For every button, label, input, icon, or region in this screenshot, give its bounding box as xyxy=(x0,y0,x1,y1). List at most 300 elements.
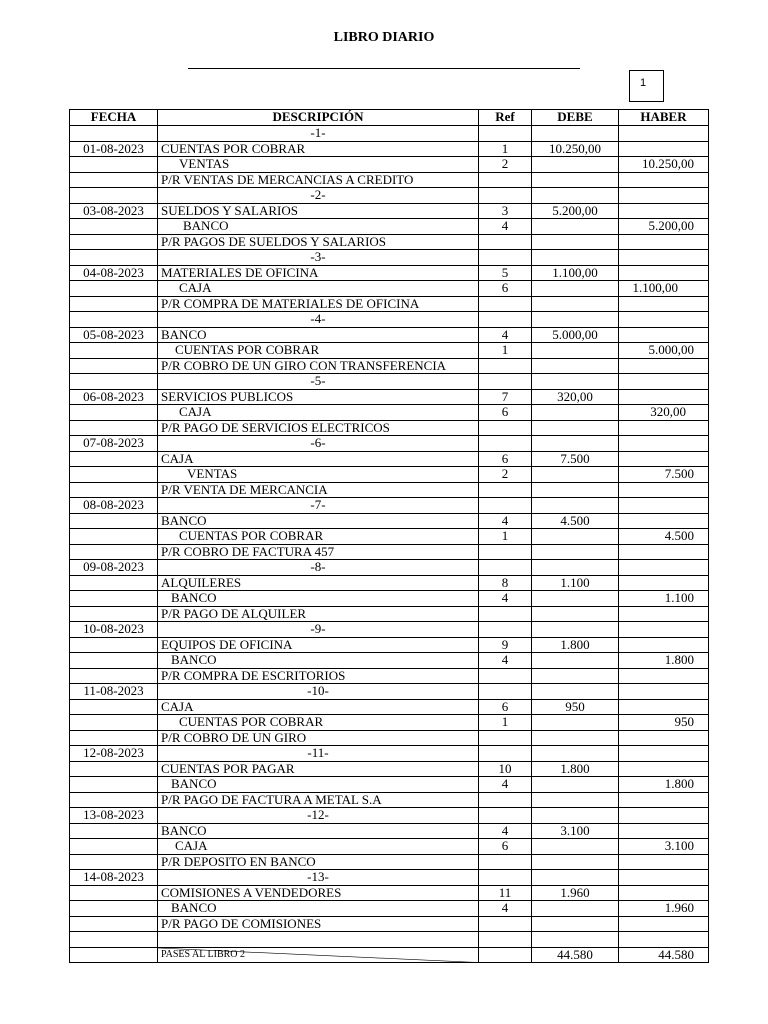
cell-debe xyxy=(532,668,619,684)
cell-fecha xyxy=(70,296,158,312)
cell-fecha: 11-08-2023 xyxy=(70,684,158,700)
table-row xyxy=(70,777,709,793)
cell-debe xyxy=(532,172,619,188)
cell-fecha: 13-08-2023 xyxy=(70,808,158,824)
cell-ref: 4 xyxy=(479,513,532,529)
cell-ref xyxy=(479,622,532,638)
table-row xyxy=(70,730,709,746)
cell-fecha xyxy=(70,715,158,731)
cell-ref: 6 xyxy=(479,281,532,297)
table-row xyxy=(70,591,709,607)
cell-haber xyxy=(619,141,709,157)
cell-descripcion: BANCO xyxy=(158,823,479,839)
cell-ref xyxy=(479,668,532,684)
cell-haber: 320,00 xyxy=(619,405,709,421)
cell-fecha xyxy=(70,343,158,359)
cell-ref: 6 xyxy=(479,699,532,715)
cell-ref: 11 xyxy=(479,885,532,901)
cell-haber xyxy=(619,854,709,870)
cell-descripcion: P/R COBRO DE UN GIRO xyxy=(158,730,479,746)
cell-descripcion: BANCO xyxy=(158,901,479,917)
cell-debe: 1.960 xyxy=(532,885,619,901)
title-underline xyxy=(188,68,580,69)
cell-fecha xyxy=(70,761,158,777)
cell-debe xyxy=(532,405,619,421)
table-row xyxy=(70,715,709,731)
table-row xyxy=(70,746,709,762)
cell-ref xyxy=(479,374,532,390)
table-row xyxy=(70,219,709,235)
table-row xyxy=(70,622,709,638)
cell-haber xyxy=(619,746,709,762)
table-row xyxy=(70,327,709,343)
cell-descripcion: VENTAS xyxy=(158,157,479,173)
cell-debe xyxy=(532,792,619,808)
cell-ref xyxy=(479,188,532,204)
cell-descripcion: -6- xyxy=(158,436,479,452)
cell-haber xyxy=(619,250,709,266)
totals-row xyxy=(70,947,709,963)
cell-debe xyxy=(532,591,619,607)
cell-debe xyxy=(532,839,619,855)
table-row xyxy=(70,761,709,777)
cell-fecha xyxy=(70,126,158,142)
cell-debe xyxy=(532,482,619,498)
table-row xyxy=(70,792,709,808)
cell-haber xyxy=(619,358,709,374)
cell-ref xyxy=(479,932,532,948)
cell-haber: 3.100 xyxy=(619,839,709,855)
cell-descripcion: CAJA xyxy=(158,699,479,715)
cell-debe xyxy=(532,777,619,793)
cell-haber xyxy=(619,172,709,188)
cell-haber xyxy=(619,916,709,932)
cell-descripcion: -13- xyxy=(158,870,479,886)
cell-ref xyxy=(479,684,532,700)
cell-descripcion: P/R COMPRA DE ESCRITORIOS xyxy=(158,668,479,684)
table-row xyxy=(70,653,709,669)
cell-debe: 1.100,00 xyxy=(532,265,619,281)
cell-haber: 10.250,00 xyxy=(619,157,709,173)
cell-fecha xyxy=(70,234,158,250)
header-fecha: FECHA xyxy=(70,110,158,126)
document-title: LIBRO DIARIO xyxy=(333,30,435,45)
cell-haber xyxy=(619,823,709,839)
cell-haber xyxy=(619,637,709,653)
cell-haber xyxy=(619,932,709,948)
cell-descripcion: -2- xyxy=(158,188,479,204)
cell-debe xyxy=(532,653,619,669)
header-debe: DEBE xyxy=(532,110,619,126)
cell-debe: 5.200,00 xyxy=(532,203,619,219)
cell-fecha xyxy=(70,374,158,390)
cell-ref: 7 xyxy=(479,389,532,405)
cell-descripcion: -3- xyxy=(158,250,479,266)
cell-haber: 1.100 xyxy=(619,591,709,607)
cell-haber: 1.960 xyxy=(619,901,709,917)
cell-fecha: 09-08-2023 xyxy=(70,560,158,576)
table-row xyxy=(70,420,709,436)
cell-ref: 4 xyxy=(479,901,532,917)
cell-descripcion: -4- xyxy=(158,312,479,328)
table-row xyxy=(70,296,709,312)
cell-descripcion: P/R COMPRA DE MATERIALES DE OFICINA xyxy=(158,296,479,312)
cell-haber xyxy=(619,451,709,467)
cell-haber: 1.800 xyxy=(619,653,709,669)
cell-ref: 2 xyxy=(479,467,532,483)
table-row xyxy=(70,901,709,917)
journal-table xyxy=(69,109,709,963)
cell-ref xyxy=(479,296,532,312)
cell-haber xyxy=(619,327,709,343)
cell-descripcion: P/R PAGO DE SERVICIOS ELECTRICOS xyxy=(158,420,479,436)
cell-debe xyxy=(532,126,619,142)
cell-descripcion: BANCO xyxy=(158,219,479,235)
cell-ref xyxy=(479,730,532,746)
cell-descripcion: P/R VENTAS DE MERCANCIAS A CREDITO xyxy=(158,172,479,188)
cell-debe xyxy=(532,901,619,917)
cell-fecha xyxy=(70,699,158,715)
table-row xyxy=(70,374,709,390)
table-row xyxy=(70,575,709,591)
cell-descripcion: -11- xyxy=(158,746,479,762)
cell-fecha: 05-08-2023 xyxy=(70,327,158,343)
cell-fecha xyxy=(70,916,158,932)
cell-debe: 1.800 xyxy=(532,637,619,653)
cell-descripcion: CAJA xyxy=(158,451,479,467)
cell-debe xyxy=(532,358,619,374)
cell-haber: 7.500 xyxy=(619,467,709,483)
table-row xyxy=(70,544,709,560)
table-row xyxy=(70,699,709,715)
cell-debe xyxy=(532,932,619,948)
table-row xyxy=(70,870,709,886)
cell-ref: 10 xyxy=(479,761,532,777)
cell-fecha xyxy=(70,901,158,917)
cell-fecha xyxy=(70,606,158,622)
cell-haber xyxy=(619,482,709,498)
cell-debe xyxy=(532,746,619,762)
cell-descripcion: CUENTAS POR COBRAR xyxy=(158,529,479,545)
cell-fecha: 07-08-2023 xyxy=(70,436,158,452)
cell-ref xyxy=(479,234,532,250)
cell-fecha xyxy=(70,637,158,653)
cell-descripcion: MATERIALES DE OFICINA xyxy=(158,265,479,281)
cell-fecha xyxy=(70,932,158,948)
table-row xyxy=(70,854,709,870)
cell-descripcion: SERVICIOS PUBLICOS xyxy=(158,389,479,405)
cell-ref: 1 xyxy=(479,529,532,545)
table-row xyxy=(70,281,709,297)
cell-fecha: 10-08-2023 xyxy=(70,622,158,638)
cell-fecha xyxy=(70,544,158,560)
cell-haber xyxy=(619,730,709,746)
cell-ref xyxy=(479,312,532,328)
cell-debe xyxy=(532,916,619,932)
cell-fecha xyxy=(70,420,158,436)
table-row xyxy=(70,188,709,204)
cell-ref xyxy=(479,250,532,266)
cell-ref xyxy=(479,482,532,498)
cell-haber: 1.100,00 xyxy=(619,281,709,297)
cell-debe: 7.500 xyxy=(532,451,619,467)
table-row xyxy=(70,172,709,188)
cell-haber xyxy=(619,436,709,452)
cell-descripcion: BANCO xyxy=(158,327,479,343)
header-haber: HABER xyxy=(619,110,709,126)
cell-debe: 10.250,00 xyxy=(532,141,619,157)
cell-debe xyxy=(532,684,619,700)
cell-descripcion xyxy=(158,932,479,948)
cell-debe xyxy=(532,808,619,824)
cell-debe xyxy=(532,374,619,390)
cell-ref: 4 xyxy=(479,219,532,235)
cell-haber: 5.200,00 xyxy=(619,219,709,235)
table-row xyxy=(70,405,709,421)
cell-haber: 5.000,00 xyxy=(619,343,709,359)
totals-debe: 44.580 xyxy=(532,947,619,963)
table-row xyxy=(70,312,709,328)
cell-ref: 6 xyxy=(479,839,532,855)
cell-fecha xyxy=(70,777,158,793)
cell-fecha: 14-08-2023 xyxy=(70,870,158,886)
cell-ref xyxy=(479,498,532,514)
cell-debe xyxy=(532,250,619,266)
cell-haber xyxy=(619,498,709,514)
cell-fecha xyxy=(70,250,158,266)
cell-debe xyxy=(532,219,619,235)
cell-debe xyxy=(532,467,619,483)
cell-haber xyxy=(619,792,709,808)
cell-descripcion: BANCO xyxy=(158,513,479,529)
cell-ref xyxy=(479,436,532,452)
cell-debe: 320,00 xyxy=(532,389,619,405)
cell-ref: 4 xyxy=(479,823,532,839)
cell-debe xyxy=(532,870,619,886)
cell-debe xyxy=(532,622,619,638)
cell-descripcion: ALQUILERES xyxy=(158,575,479,591)
cell-ref: 1 xyxy=(479,343,532,359)
cell-haber xyxy=(619,606,709,622)
header-descripcion: DESCRIPCIÓN xyxy=(158,110,479,126)
cell-fecha xyxy=(70,730,158,746)
cell-descripcion: -7- xyxy=(158,498,479,514)
cell-ref xyxy=(479,544,532,560)
cell-ref: 4 xyxy=(479,653,532,669)
cell-ref xyxy=(479,808,532,824)
totals-ref xyxy=(479,947,532,963)
cell-ref xyxy=(479,560,532,576)
cell-debe xyxy=(532,296,619,312)
cell-debe xyxy=(532,715,619,731)
cell-debe xyxy=(532,730,619,746)
cell-descripcion: BANCO xyxy=(158,653,479,669)
cell-debe xyxy=(532,854,619,870)
table-row xyxy=(70,684,709,700)
table-row xyxy=(70,916,709,932)
totals-haber: 44.580 xyxy=(619,947,709,963)
table-row xyxy=(70,885,709,901)
cell-ref: 4 xyxy=(479,327,532,343)
cell-ref: 5 xyxy=(479,265,532,281)
cell-descripcion: P/R PAGO DE FACTURA A METAL S.A xyxy=(158,792,479,808)
cell-debe xyxy=(532,343,619,359)
table-row xyxy=(70,126,709,142)
cell-ref xyxy=(479,126,532,142)
header-ref: Ref xyxy=(479,110,532,126)
cell-descripcion: CUENTAS POR PAGAR xyxy=(158,761,479,777)
cell-ref: 9 xyxy=(479,637,532,653)
cell-descripcion: -10- xyxy=(158,684,479,700)
cell-ref: 4 xyxy=(479,777,532,793)
cell-haber xyxy=(619,203,709,219)
journal-body xyxy=(70,126,709,948)
cell-haber xyxy=(619,544,709,560)
totals-label-cell xyxy=(158,947,479,963)
cell-fecha: 03-08-2023 xyxy=(70,203,158,219)
cell-debe: 4.500 xyxy=(532,513,619,529)
cell-fecha: 08-08-2023 xyxy=(70,498,158,514)
cell-descripcion: CAJA xyxy=(158,281,479,297)
cell-haber xyxy=(619,560,709,576)
table-row xyxy=(70,389,709,405)
cell-descripcion: P/R COBRO DE FACTURA 457 xyxy=(158,544,479,560)
cell-fecha: 01-08-2023 xyxy=(70,141,158,157)
cell-haber xyxy=(619,188,709,204)
cell-haber xyxy=(619,234,709,250)
table-row xyxy=(70,529,709,545)
cell-haber: 1.800 xyxy=(619,777,709,793)
cell-debe xyxy=(532,234,619,250)
cell-haber xyxy=(619,126,709,142)
cell-ref xyxy=(479,916,532,932)
cell-descripcion: -9- xyxy=(158,622,479,638)
cell-fecha: 04-08-2023 xyxy=(70,265,158,281)
cell-ref xyxy=(479,420,532,436)
cell-fecha xyxy=(70,312,158,328)
cell-descripcion: -12- xyxy=(158,808,479,824)
cell-ref: 1 xyxy=(479,141,532,157)
table-row xyxy=(70,436,709,452)
table-row xyxy=(70,808,709,824)
cell-ref xyxy=(479,792,532,808)
cell-debe xyxy=(532,420,619,436)
cell-descripcion: CUENTAS POR COBRAR xyxy=(158,715,479,731)
cell-descripcion: P/R VENTA DE MERCANCIA xyxy=(158,482,479,498)
totals-fecha xyxy=(70,947,158,963)
cell-descripcion: CUENTAS POR COBRAR xyxy=(158,343,479,359)
table-row xyxy=(70,637,709,653)
cell-descripcion: -5- xyxy=(158,374,479,390)
cell-fecha xyxy=(70,823,158,839)
cell-haber: 4.500 xyxy=(619,529,709,545)
cell-descripcion: P/R PAGO DE COMISIONES xyxy=(158,916,479,932)
cell-ref: 1 xyxy=(479,715,532,731)
table-row xyxy=(70,141,709,157)
table-row xyxy=(70,498,709,514)
table-row xyxy=(70,343,709,359)
cell-haber xyxy=(619,265,709,281)
cell-debe: 950 xyxy=(532,699,619,715)
table-row xyxy=(70,250,709,266)
cell-ref xyxy=(479,358,532,374)
cell-haber xyxy=(619,513,709,529)
cell-fecha xyxy=(70,358,158,374)
cell-debe xyxy=(532,188,619,204)
cell-ref: 4 xyxy=(479,591,532,607)
page-number: 1 xyxy=(640,77,647,89)
cell-fecha xyxy=(70,575,158,591)
cell-descripcion: SUELDOS Y SALARIOS xyxy=(158,203,479,219)
cell-debe xyxy=(532,436,619,452)
table-header-row xyxy=(70,110,709,126)
cell-ref: 8 xyxy=(479,575,532,591)
cell-haber xyxy=(619,885,709,901)
table-row xyxy=(70,451,709,467)
cell-ref xyxy=(479,606,532,622)
cell-fecha: 06-08-2023 xyxy=(70,389,158,405)
table-row xyxy=(70,823,709,839)
cell-fecha xyxy=(70,885,158,901)
table-row xyxy=(70,839,709,855)
cell-descripcion: P/R PAGO DE ALQUILER xyxy=(158,606,479,622)
table-row xyxy=(70,560,709,576)
cell-haber xyxy=(619,668,709,684)
cell-haber xyxy=(619,374,709,390)
cell-fecha xyxy=(70,839,158,855)
cell-haber xyxy=(619,312,709,328)
cell-haber xyxy=(619,420,709,436)
table-row xyxy=(70,358,709,374)
cell-descripcion: COMISIONES A VENDEDORES xyxy=(158,885,479,901)
cell-descripcion: -8- xyxy=(158,560,479,576)
cell-haber xyxy=(619,389,709,405)
cell-ref: 6 xyxy=(479,451,532,467)
cell-fecha xyxy=(70,792,158,808)
cell-fecha xyxy=(70,591,158,607)
cell-debe xyxy=(532,544,619,560)
cell-haber xyxy=(619,870,709,886)
cell-debe xyxy=(532,560,619,576)
cell-descripcion: P/R PAGOS DE SUELDOS Y SALARIOS xyxy=(158,234,479,250)
cell-ref: 3 xyxy=(479,203,532,219)
totals-label: PASES AL LIBRO 2 xyxy=(161,948,246,960)
table-row xyxy=(70,606,709,622)
cell-fecha xyxy=(70,451,158,467)
cell-debe xyxy=(532,529,619,545)
cell-ref xyxy=(479,172,532,188)
cell-haber xyxy=(619,699,709,715)
table-row xyxy=(70,265,709,281)
table-row xyxy=(70,668,709,684)
cell-descripcion: VENTAS xyxy=(158,467,479,483)
cell-descripcion: P/R COBRO DE UN GIRO CON TRANSFERENCIA xyxy=(158,358,479,374)
cell-debe: 3.100 xyxy=(532,823,619,839)
cell-debe xyxy=(532,312,619,328)
cell-haber xyxy=(619,296,709,312)
cell-fecha xyxy=(70,157,158,173)
cell-descripcion: CUENTAS POR COBRAR xyxy=(158,141,479,157)
cell-ref xyxy=(479,870,532,886)
table-row xyxy=(70,157,709,173)
table-row xyxy=(70,203,709,219)
cell-ref: 2 xyxy=(479,157,532,173)
cell-debe: 1.800 xyxy=(532,761,619,777)
table-row xyxy=(70,467,709,483)
cell-ref xyxy=(479,746,532,762)
cell-descripcion: EQUIPOS DE OFICINA xyxy=(158,637,479,653)
cell-fecha xyxy=(70,172,158,188)
